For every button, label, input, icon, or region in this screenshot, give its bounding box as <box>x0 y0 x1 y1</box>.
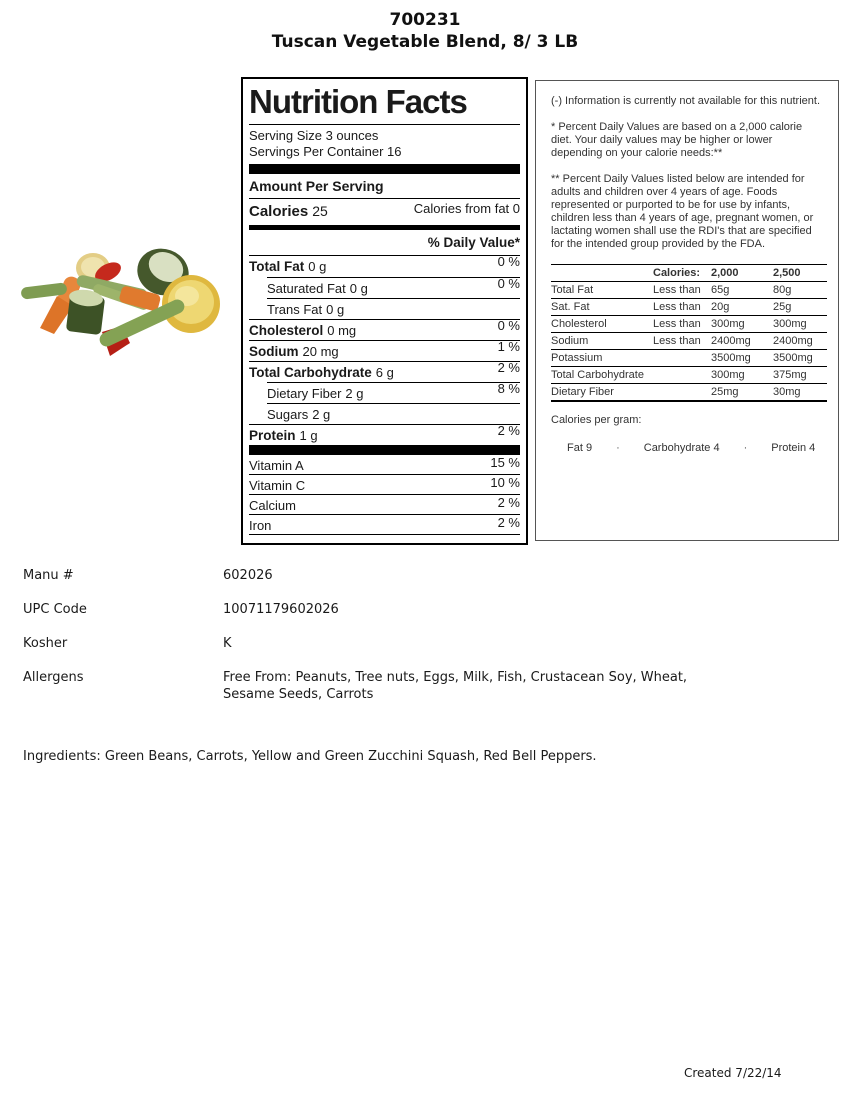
nutrient-label: Total Fat <box>249 259 305 274</box>
vitamin-label: Iron <box>249 518 272 533</box>
detail-value: 10071179602026 <box>223 602 339 617</box>
dv-header-cell: Calories: <box>653 267 701 279</box>
nutrient-amount: 20 mg <box>302 344 339 359</box>
product-name: Tuscan Vegetable Blend, 8/ 3 LB <box>271 32 579 52</box>
dv-cell: Potassium <box>551 352 603 364</box>
dv-cell: 25mg <box>711 386 739 398</box>
nutrient-label: Dietary Fiber <box>267 386 342 401</box>
calories-from-fat: Calories from fat 0 <box>413 201 520 216</box>
vitamin-label: Vitamin A <box>249 458 304 473</box>
dv-cell: 300mg <box>773 318 807 330</box>
cpg-protein: Protein 4 <box>771 442 816 454</box>
nutrient-label: Trans Fat <box>267 302 323 317</box>
vitamin-row-iron <box>249 515 520 535</box>
dv-cell: 375mg <box>773 369 807 381</box>
dv-cell: Less than <box>653 301 701 313</box>
daily-value-header: % Daily Value* <box>249 230 520 256</box>
serving-size: Serving Size 3 ounces <box>249 128 379 143</box>
dv-cell: Cholesterol <box>551 318 607 330</box>
nutrient-label: Sodium <box>249 344 299 359</box>
dv-cell: Total Carbohydrate <box>551 369 644 381</box>
serving-info <box>249 125 520 164</box>
nutrient-label: Total Carbohydrate <box>249 365 372 380</box>
dv-cell: 300mg <box>711 318 745 330</box>
vitamin-daily-value: 2 % <box>497 495 520 510</box>
dv-cell: Less than <box>653 284 701 296</box>
daily-values-table <box>551 264 827 402</box>
cpg-fat: Fat 9 <box>567 442 593 454</box>
dot-separator: · <box>616 442 620 454</box>
dv-header-cell <box>551 265 653 282</box>
nutrient-daily-value: 0 % <box>497 276 520 291</box>
note-unavailable: (-) Information is currently not available for this nutrient. <box>551 95 821 107</box>
dv-cell: 65g <box>711 284 730 296</box>
nutrient-amount: 0 g <box>308 259 327 274</box>
nutrient-daily-value: 0 % <box>497 254 520 269</box>
vitamin-label: Calcium <box>249 498 296 513</box>
nutrient-label: Cholesterol <box>249 323 324 338</box>
nutrient-row-dietary-fiber <box>267 382 520 403</box>
detail-row-upc <box>23 601 703 618</box>
nutrient-row-sugars <box>267 403 520 424</box>
dv-cell: 300mg <box>711 369 745 381</box>
detail-value: 602026 <box>223 568 273 583</box>
amount-per-serving: Amount Per Serving <box>249 178 384 194</box>
vitamin-row-vitamin-c <box>249 475 520 495</box>
calories <box>249 202 328 221</box>
dv-table-row <box>551 367 827 384</box>
nutrient-row-saturated-fat <box>267 277 520 298</box>
vitamin-row-vitamin-a <box>249 455 520 475</box>
detail-row-manu <box>23 567 703 584</box>
zucchini-slice <box>66 288 105 335</box>
thick-divider <box>249 445 520 455</box>
daily-values-side-panel <box>535 80 839 541</box>
detail-value: Free From: Peanuts, Tree nuts, Eggs, Milk, Fish, Crustacean Soy, Wheat, Sesame Seeds, Carrots <box>223 670 688 702</box>
calories-row <box>249 198 520 225</box>
dv-header-cell: 2,000 <box>711 267 739 279</box>
nutrition-facts-title: Nutrition Facts <box>249 83 467 120</box>
nutrient-amount: 0 g <box>349 281 368 296</box>
dv-table-header-row <box>551 265 827 282</box>
detail-value: K <box>223 636 232 651</box>
product-details <box>23 567 703 720</box>
dv-cell: 3500mg <box>711 352 751 364</box>
dv-cell: 30mg <box>773 386 801 398</box>
dot-separator: · <box>743 442 748 454</box>
vitamin-daily-value: 10 % <box>490 475 520 490</box>
nutrient-daily-value: 0 % <box>497 318 520 333</box>
calories-label: Calories <box>249 203 309 220</box>
dv-cell: 2400mg <box>711 335 751 347</box>
dv-cell <box>653 350 711 367</box>
page-header <box>0 9 850 54</box>
dv-cell: 80g <box>773 284 792 296</box>
dv-cell: Less than <box>653 335 701 347</box>
cpg-carbohydrate: Carbohydrate 4 <box>643 442 720 454</box>
note-daily-values: * Percent Daily Values are based on a 2,000 calorie diet. Your daily values may be higher or lower depending on your calorie needs:** <box>551 121 803 159</box>
nutrient-label: Sugars <box>267 407 309 422</box>
nutrient-row-trans-fat <box>267 298 520 319</box>
nutrient-daily-value: 2 % <box>497 423 520 438</box>
vitamin-daily-value: 15 % <box>490 455 520 470</box>
vitamin-daily-value: 2 % <box>497 515 520 530</box>
item-number: 700231 <box>389 10 461 30</box>
nutrient-amount: 0 g <box>326 302 345 317</box>
dv-cell <box>653 384 711 402</box>
nutrient-row-sodium <box>249 340 520 361</box>
calories-per-gram-values <box>551 442 825 455</box>
servings-per-container: Servings Per Container 16 <box>249 144 402 159</box>
nutrient-daily-value: 8 % <box>497 381 520 396</box>
thick-divider <box>249 164 520 174</box>
detail-label: Allergens <box>23 670 84 685</box>
nutrition-facts-label <box>241 77 528 545</box>
nutrient-label: Protein <box>249 428 296 443</box>
nutrient-row-cholesterol <box>249 319 520 340</box>
dv-table-row <box>551 350 827 367</box>
detail-row-kosher <box>23 635 703 652</box>
detail-row-allergens <box>23 669 703 703</box>
dv-header-cell: 2,500 <box>773 267 801 279</box>
nutrient-amount: 2 g <box>345 386 364 401</box>
nutrient-row-total-carbohydrate <box>249 361 520 382</box>
dv-cell <box>653 367 711 384</box>
product-photo-vegetable-medley <box>20 240 235 368</box>
ingredients-statement: Ingredients: Green Beans, Carrots, Yellow and Green Zucchini Squash, Red Bell Peppers. <box>23 749 597 764</box>
dv-table-row <box>551 384 827 402</box>
vitamin-row-calcium <box>249 495 520 515</box>
dv-table-row <box>551 282 827 299</box>
dv-cell: Sat. Fat <box>551 301 590 313</box>
calories-value: 25 <box>312 203 328 219</box>
dv-table-row <box>551 299 827 316</box>
detail-label: Manu # <box>23 568 74 583</box>
dv-cell: Dietary Fiber <box>551 386 614 398</box>
dv-table-row <box>551 333 827 350</box>
dv-cell: 2400mg <box>773 335 813 347</box>
nutrient-amount: 6 g <box>375 365 394 380</box>
dv-cell: 3500mg <box>773 352 813 364</box>
nutrient-row-total-fat <box>249 256 520 277</box>
dv-cell: Total Fat <box>551 284 594 296</box>
nutrient-label: Saturated Fat <box>267 281 346 296</box>
nutrient-daily-value: 2 % <box>497 360 520 375</box>
calories-per-gram-label: Calories per gram: <box>551 414 642 426</box>
dv-cell: 25g <box>773 301 792 313</box>
created-date: Created 7/22/14 <box>684 1066 782 1080</box>
note-rdi: ** Percent Daily Values listed below are intended for adults and children over 4 years of age. Foods represented or purported to be for use by infants, children less than 4 years of age, pregnant women, or lactating women shall use the RDI's that are specified for the intended group provided by the FDA. <box>551 173 814 250</box>
vitamin-label: Vitamin C <box>249 478 306 493</box>
nutrient-amount: 0 mg <box>327 323 357 338</box>
nutrient-row-protein <box>249 424 520 445</box>
dv-cell: Less than <box>653 318 701 330</box>
detail-label: Kosher <box>23 636 68 651</box>
dv-cell: 20g <box>711 301 730 313</box>
nutrient-amount: 2 g <box>312 407 331 422</box>
dv-table-row <box>551 316 827 333</box>
detail-label: UPC Code <box>23 602 87 617</box>
nutrient-daily-value: 1 % <box>497 339 520 354</box>
dv-cell: Sodium <box>551 335 589 347</box>
nutrient-amount: 1 g <box>299 428 318 443</box>
